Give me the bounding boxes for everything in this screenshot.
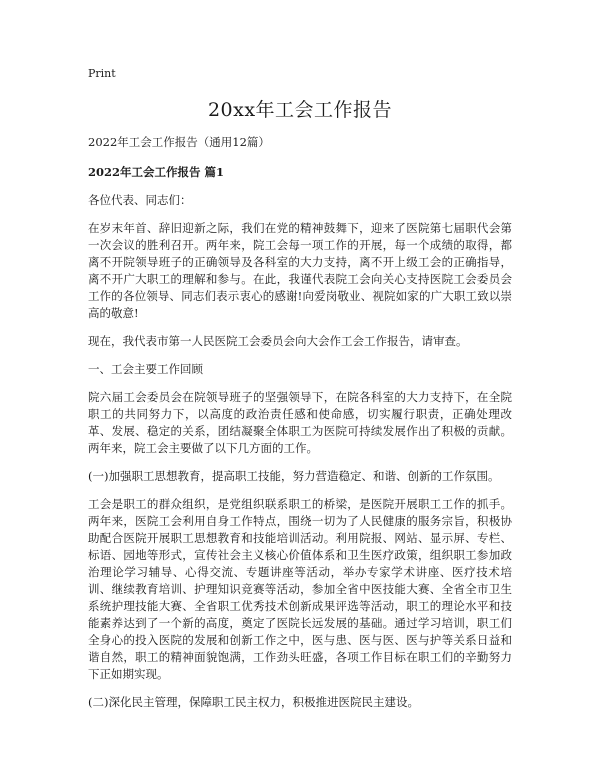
paragraph-review-heading: 一、工会主要工作回顾	[88, 362, 203, 376]
document-subtitle: 2022年工会工作报告（通用12篇）	[88, 135, 270, 149]
paragraph-item-one-heading: (一)加强职工思想教育，提高职工技能，努力营造稳定、和谐、创新的工作氛围。	[88, 469, 500, 483]
paragraph-review-summary: 院六届工会委员会在院领导班子的坚强领导下，在院各科室的大力支持下，在全院职工的共同努力下，以高度的政治责任感和使命感，切实履行职责，正确处理改革、发展、稳定的关系，团结凝聚全体职工为医院可持续发展作出了积极的贡献。两年来，院工会主要做了以下几方面的工作。	[88, 390, 512, 455]
document-page	[88, 66, 512, 722]
document-title: 20xx年工会工作报告	[207, 99, 393, 121]
paragraph-item-two-heading: (二)深化民主管理，保障职工民主权力，积极推进医院民主建设。	[88, 695, 419, 709]
paragraph-opening: 在岁末年首、辞旧迎新之际，我们在党的精神鼓舞下，迎来了医院第七届职代会第一次会议的胜利召开。两年来，院工会每一项工作的开展，每一个成绩的取得，都离不开院领导班子的正确领导及各科室的大力支持，离不开上级工会的正确指导，离不开广大职工的理解和参与。在此，我谨代表院工会向关心支持医院工会委员会工作的各位领导、同志们表示衷心的感谢!向爱岗敬业、视院如家的广大职工致以崇高的敬意!	[88, 221, 512, 320]
paragraph-item-one-body: 工会是职工的群众组织，是党组织联系职工的桥梁，是医院开展职工工作的抓手。两年来，医院工会利用自身工作特点，围绕一切为了人民健康的服务宗旨，积极协助配合医院开展职工思想教育和技能培训活动。利用院报、网站、显示屏、专栏、标语、园地等形式，宣传社会主义核心价值体系和卫生医疗政策，组织职工参加政治理论学习辅导、心得交流、专题讲座等活动，举办专家学术讲座、医疗技术培训、继续教育培训、护理知识竞赛等活动，参加全省中医技能大赛、全省全市卫生系统护理技能大赛、全省职工优秀技术创新成果评选等活动，职工的理论水平和技能素养达到了一个新的高度，奠定了医院长远发展的基础。通过学习培训，职工们全身心的投入医院的发展和创新工作之中，医与患、医与医、医与护等关系日益和谐自然，职工的精神面貌饱满，工作劲头旺盛，各项工作目标在职工们的辛勤努力下正如期实现。	[88, 497, 512, 681]
paragraph-report-intro: 现在，我代表市第一人民医院工会委员会向大会作工会工作报告，请审查。	[88, 334, 468, 348]
section-heading: 2022年工会工作报告 篇1	[88, 165, 225, 179]
paragraph-salutation: 各位代表、同志们：	[88, 193, 192, 207]
print-label: Print	[88, 67, 116, 80]
